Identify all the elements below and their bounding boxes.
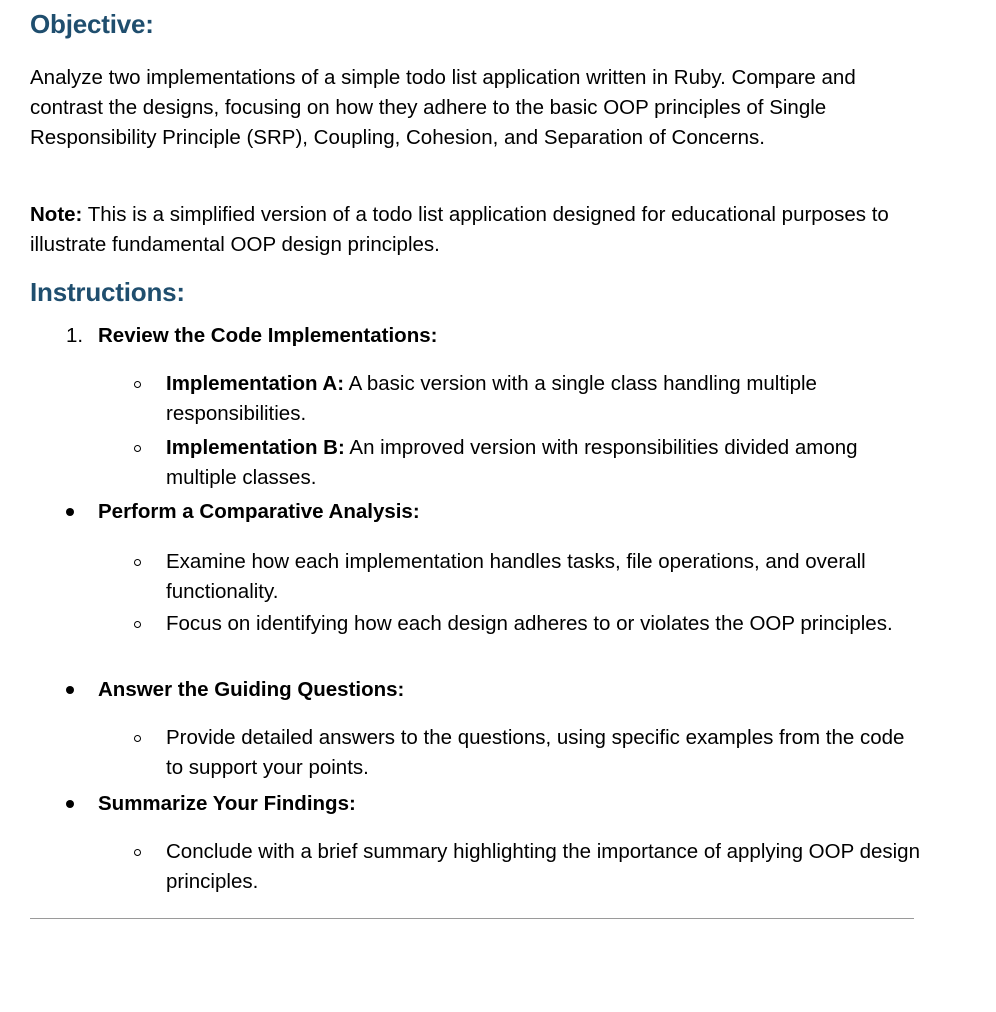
sub-item-text: A basic version with a single class handling multiple responsibilities.: [166, 372, 817, 425]
objective-paragraph: Analyze two implementations of a simple todo list application written in Ruby. Compare and contrast the designs, focusing on how they adhere to the basic OOP principles of Single Responsibility Principle (SRP), Coupling, Cohesion, and Separation of Concerns.: [30, 66, 856, 149]
list-item-title: Perform a Comparative Analysis:: [98, 500, 420, 523]
list-number: 1.: [66, 324, 84, 347]
sub-item-text: Provide detailed answers to the questions, using specific examples from the code to support your points.: [166, 726, 905, 779]
sub-item-focus: [30, 609, 920, 669]
sub-item-implementation-b: [30, 433, 920, 493]
sub-item-text: Focus on identifying how each design adheres to or violates the OOP principles.: [166, 612, 893, 635]
hollow-bullet-icon: [134, 849, 141, 856]
list-item-comparative-analysis: [30, 497, 920, 527]
list-item-title: Answer the Guiding Questions:: [98, 678, 405, 701]
list-item-guiding-questions: [30, 675, 920, 705]
sub-item-conclude: [30, 837, 920, 897]
list-item-title: Review the Code Implementations:: [98, 324, 438, 347]
list-item-review: [30, 321, 920, 351]
sub-item-implementation-a: [30, 369, 920, 429]
list-item-title: Summarize Your Findings:: [98, 792, 356, 815]
bullet-icon: [66, 800, 74, 808]
note-text: This is a simplified version of a todo list application designed for educational purposes to illustrate fundamental OOP design principles.: [30, 203, 889, 256]
sub-item-text: Examine how each implementation handles tasks, file operations, and overall functionality.: [166, 550, 866, 603]
bullet-icon: [66, 686, 74, 694]
sub-item-label: Implementation B:: [166, 436, 345, 459]
sub-item-text: Conclude with a brief summary highlighting the importance of applying OOP design principles.: [166, 840, 920, 893]
objective-heading: Objective:: [30, 9, 154, 39]
hollow-bullet-icon: [134, 445, 141, 452]
hollow-bullet-icon: [134, 559, 141, 566]
sub-item-label: Implementation A:: [166, 372, 345, 395]
horizontal-rule: [30, 918, 914, 919]
sub-item-text: An improved version with responsibilities divided among multiple classes.: [166, 436, 858, 489]
instructions-heading: Instructions:: [30, 277, 185, 307]
note-label: Note:: [30, 203, 83, 226]
list-item-summarize: [30, 789, 920, 819]
note-paragraph: [30, 200, 920, 260]
hollow-bullet-icon: [134, 621, 141, 628]
sub-item-examine: [30, 547, 920, 607]
bullet-icon: [66, 508, 74, 516]
hollow-bullet-icon: [134, 381, 141, 388]
hollow-bullet-icon: [134, 735, 141, 742]
sub-item-provide-answers: [30, 723, 920, 783]
